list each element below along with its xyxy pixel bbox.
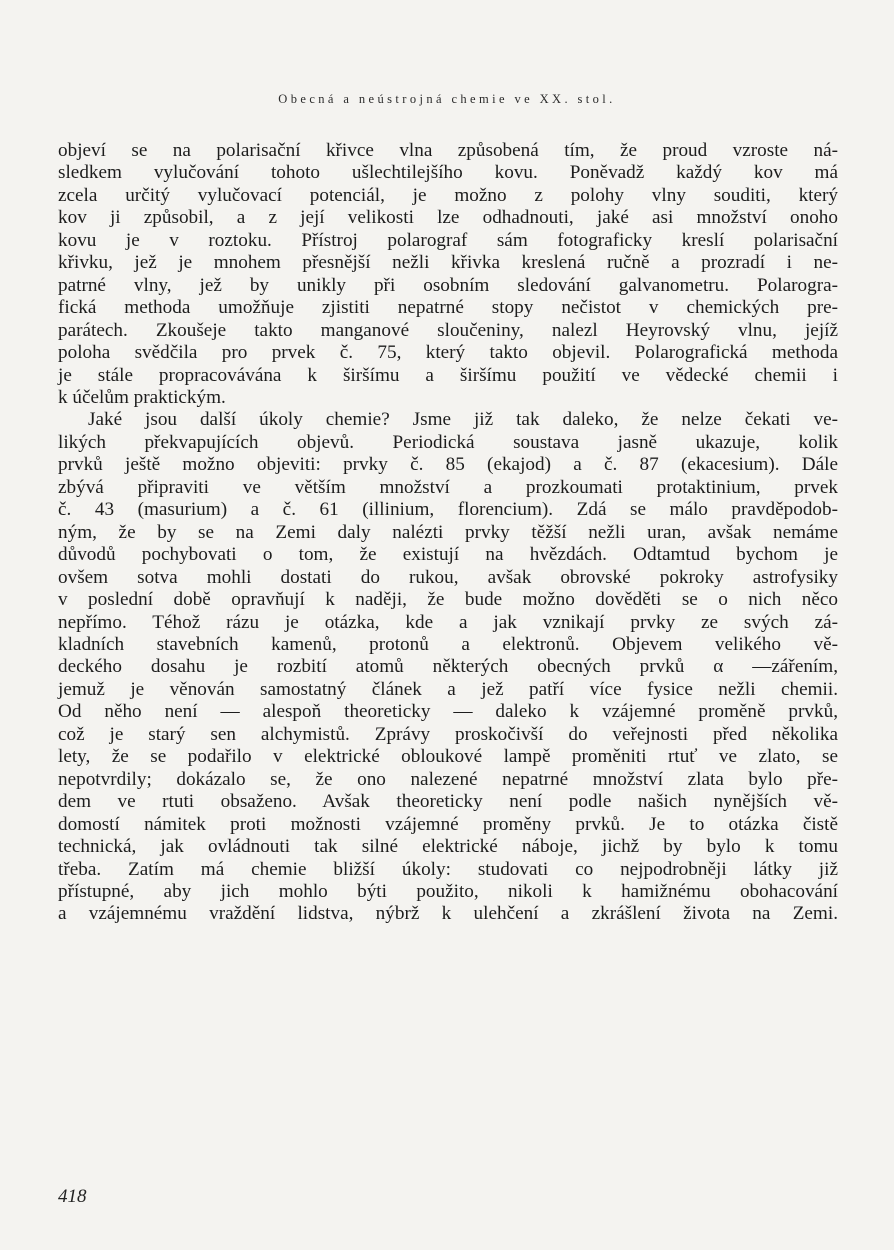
text-line: kladních stavebních kamenů, protonů a elektronů. Objevem velikého vě- <box>58 633 838 655</box>
running-head: Obecná a neústrojná chemie ve XX. stol. <box>278 92 616 106</box>
text-line: domostí námitek proti možnosti vzájemné proměny prvků. Je to otázka čistě <box>58 813 838 835</box>
text-line: jemuž je věnován samostatný článek a jež patří více fysice nežli chemii. <box>58 678 838 700</box>
text-line: zbývá připraviti ve větším množství a prozkoumati protaktinium, prvek <box>58 476 838 498</box>
paragraph-2 <box>58 409 838 925</box>
text-line: je stále propracovávána k širšímu a širšímu použití ve vědecké chemii i <box>58 364 838 386</box>
text-line: křivku, jež je mnohem přesnější nežli křivka kreslená ručně a prozradí i ne- <box>58 252 838 274</box>
text-line: k účelům praktickým. <box>58 386 226 408</box>
text-line: třeba. Zatím má chemie bližší úkoly: studovati co nejpodrobněji látky již <box>58 858 838 880</box>
text-line: deckého dosahu je rozbití atomů některých obecných prvků α —zářením, <box>58 656 838 678</box>
paragraph-1 <box>58 140 838 409</box>
text-line: lety, že se podařilo v elektrické obloukové lampě proměniti rtuť ve zlato, se <box>58 746 838 768</box>
text-line: a vzájemnému vraždění lidstva, nýbrž k ulehčení a zkrášlení života na Zemi. <box>58 903 838 925</box>
text-line: Od něho není — alespoň theoreticky — daleko k vzájemné proměně prvků, <box>58 701 838 723</box>
text-line: kovu je v roztoku. Přístroj polarograf sám fotograficky kreslí polarisační <box>58 229 838 251</box>
text-line: sledkem vylučování tohoto ušlechtilejšího kovu. Poněvadž každý kov má <box>58 162 838 184</box>
text-line: fická methoda umožňuje zjistiti nepatrné stopy nečistot v chemických pre- <box>58 297 838 319</box>
text-line: nepřímo. Téhož rázu je otázka, kde a jak vznikají prvky ze svých zá- <box>58 611 838 633</box>
text-line: nepotvrdily; dokázalo se, že ono nalezené nepatrné množství zlata bylo pře- <box>58 768 838 790</box>
text-line: č. 43 (masurium) a č. 61 (illinium, florencium). Zdá se málo pravděpodob- <box>58 499 838 521</box>
text-line: patrné vlny, jež by unikly při osobním sledování galvanometru. Polarogra- <box>58 274 838 296</box>
text-line: dem ve rtuti obsaženo. Avšak theoreticky není podle našich nynějších vě- <box>58 791 838 813</box>
text-line: v poslední době opravňují k naději, že bude možno dověděti se o nich něco <box>58 589 838 611</box>
text-line: technická, jak ovládnouti tak silné elektrické náboje, jichž by bylo k tomu <box>58 836 838 858</box>
text-line: parátech. Zkoušeje takto manganové sloučeniny, nalezl Heyrovský vlnu, jejíž <box>58 319 838 341</box>
text-line: objeví se na polarisační křivce vlna způsobená tím, že proud vzroste ná- <box>58 140 838 161</box>
text-line: Jaké jsou další úkoly chemie? Jsme již tak daleko, že nelze čekati ve- <box>88 409 838 431</box>
text-line: ovšem sotva mohli dostati do rukou, avšak obrovské pokroky astrofysiky <box>58 566 838 588</box>
text-line: důvodů pochybovati o tom, že existují na hvězdách. Odtamtud bychom je <box>58 544 838 566</box>
text-line: poloha svědčila pro prvek č. 75, který takto objevil. Polarografická methoda <box>58 342 838 364</box>
text-line: ným, že by se na Zemi daly nalézti prvky těžší nežli uran, avšak nemáme <box>58 521 838 543</box>
page-number: 418 <box>58 1186 87 1207</box>
text-line: zcela určitý vylučovací potenciál, je možno z polohy vlny souditi, který <box>58 184 838 206</box>
text-line: likých překvapujících objevů. Periodická soustava jasně ukazuje, kolik <box>58 431 838 453</box>
text-line: prvků ještě možno objeviti: prvky č. 85 (ekajod) a č. 87 (ekacesium). Dále <box>58 454 838 476</box>
text-line: což je starý sen alchymistů. Zprávy proskočivší do veřejnosti před několika <box>58 723 838 745</box>
body-text <box>58 140 838 926</box>
text-line: přístupné, aby jich mohlo býti použito, nikoli k hamižnému obohacování <box>58 880 838 902</box>
text-line: kov ji způsobil, a z její velikosti lze odhadnouti, jaké asi množství onoho <box>58 207 838 229</box>
